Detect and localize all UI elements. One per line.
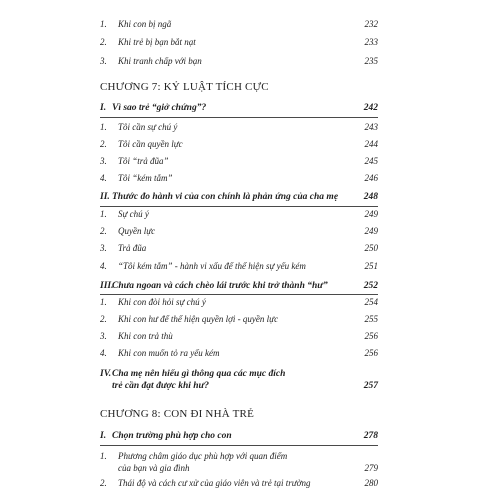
chapter-title: CHƯƠNG 8: CON ĐI NHÀ TRẺ <box>100 408 254 420</box>
toc-item: 1. Phương châm giáo dục phù hợp với quan điểm của bạn và gia đình 279 <box>100 451 378 473</box>
section-rule <box>100 294 378 295</box>
toc-page: 1. Khi con bị ngã 232 2. Khi trẻ bị bạn bắt nạt 233 3. Khi tranh chấp với bạn 235 CHƯƠNG 7: KỶ LUẬT TÍCH CỰC I. Vì sao trẻ “giở chứng”? 242 1. Tôi cần sự chú ý 243 2. Tôi cần quyền lực 244 3. Tôi “trả đũa” 245 4. Tôi “kém tắm” 246 II. Thước đo hành vi của con chính là phản ứng của cha mẹ 248 1. Sự chú ý 249 2. Quyền lực 249 3. Trả đũa 250 4. “Tôi kém tắm” - hành vi xấu để thể hiện sự yếu kém 251 III. Chưa ngoan và cách chèo lái trước khi trở thành “hư” 252 1. Khi con đòi hỏi sự chú ý 254 2. Khi con hư để thể hiện quyền lợi - quyền lực 255 3. Khi con trả thù 256 4. Khi con muốn tỏ ra yếu kém 256 IV. Cha mẹ nên hiểu gì thông qua các mục đích trẻ cần đạt được khi hư? 257 CHƯƠNG 8: CON ĐI NHÀ TRẺ I. Chọn trường phù hợp cho con 278 1. Phương châm giáo dục phù hợp với quan điểm của bạn và gia đình 279 2. Thái độ và cách cư xử của giáo viên và trẻ tại trường 280 <box>100 19 378 488</box>
section-rule <box>100 206 378 207</box>
toc-section: IV. Cha mẹ nên hiểu gì thông qua các mục đích trẻ cần đạt được khi hư? 257 <box>100 369 378 391</box>
chapter-title: CHƯƠNG 7: KỶ LUẬT TÍCH CỰC <box>100 81 269 93</box>
section-rule <box>100 117 378 118</box>
section-rule <box>100 445 378 446</box>
